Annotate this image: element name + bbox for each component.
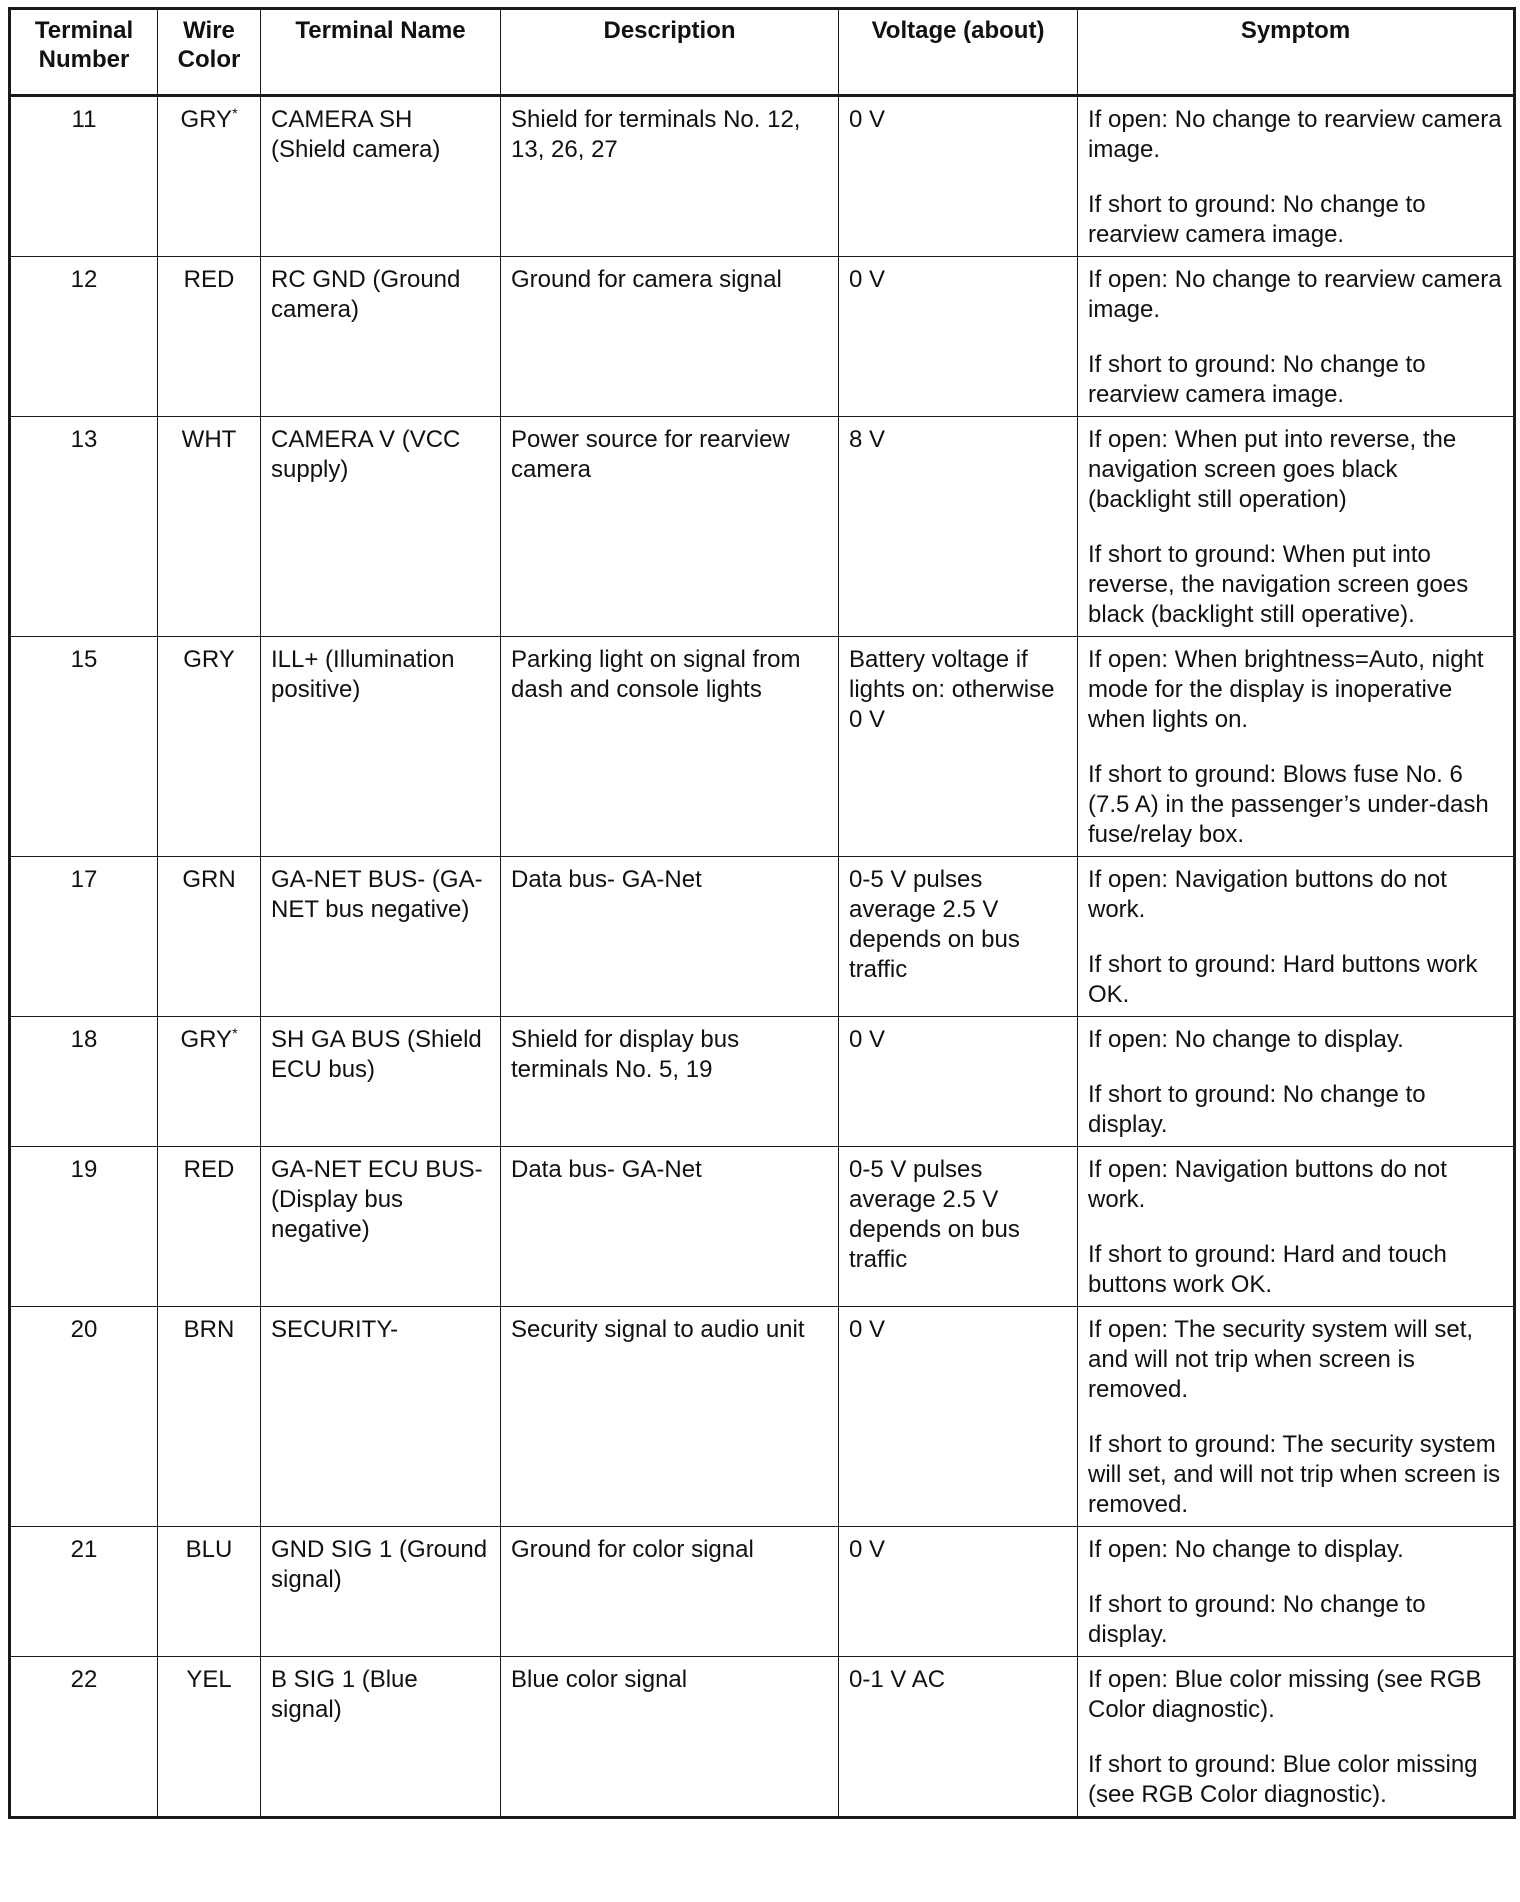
wire-color [158, 417, 261, 637]
footnote-marker: * [232, 105, 238, 121]
symptom-open: If open: When put into reverse, the navigation screen goes black (backlight still operation) [1088, 426, 1457, 513]
symptom-short: If short to ground: Hard and touch buttons work OK. [1088, 1241, 1447, 1298]
symptom-open: If open: No change to display. [1088, 1026, 1404, 1053]
terminal-number: 15 [10, 637, 158, 857]
header-terminal-number: Terminal Number [10, 9, 158, 96]
terminal-number: 18 [10, 1017, 158, 1147]
terminal-name: GA-NET BUS- (GA-NET bus negative) [261, 857, 501, 1017]
symptom-open: If open: Navigation buttons do not work. [1088, 866, 1447, 923]
description: Data bus- GA-Net [501, 1147, 839, 1307]
header-wire-color: Wire Color [158, 9, 261, 96]
symptom-short: If short to ground: No change to display. [1088, 1081, 1426, 1138]
description: Shield for terminals No. 12, 13, 26, 27 [501, 96, 839, 257]
wire-color-value: GRY [180, 1026, 233, 1053]
header-voltage: Voltage (about) [839, 9, 1078, 96]
symptom-short: If short to ground: Hard buttons work OK. [1088, 951, 1478, 1008]
symptom [1078, 96, 1515, 257]
wire-color [158, 257, 261, 417]
voltage: 0 V [839, 1017, 1078, 1147]
description: Parking light on signal from dash and console lights [501, 637, 839, 857]
wire-color [158, 857, 261, 1017]
voltage: 0 V [839, 1307, 1078, 1527]
terminal-number: 19 [10, 1147, 158, 1307]
header-symptom: Symptom [1078, 9, 1515, 96]
table-row [10, 1147, 1515, 1307]
terminal-name: ILL+ (Illumination positive) [261, 637, 501, 857]
wire-color [158, 1527, 261, 1657]
wire-color-value: WHT [181, 426, 237, 453]
terminal-name: GA-NET ECU BUS- (Display bus negative) [261, 1147, 501, 1307]
symptom [1078, 1307, 1515, 1527]
symptom-short: If short to ground: When put into reverse, the navigation screen goes black (backlight still operative). [1088, 541, 1469, 628]
symptom [1078, 1017, 1515, 1147]
voltage: 0-5 V pulses average 2.5 V depends on bus traffic [839, 857, 1078, 1017]
terminal-number: 22 [10, 1657, 158, 1818]
terminal-number: 11 [10, 96, 158, 257]
terminal-number: 12 [10, 257, 158, 417]
header-terminal-name: Terminal Name [261, 9, 501, 96]
description: Security signal to audio unit [501, 1307, 839, 1527]
table-row [10, 257, 1515, 417]
description: Power source for rearview camera [501, 417, 839, 637]
wire-color-value: BRN [183, 1316, 235, 1343]
wire-color-value: RED [183, 266, 235, 293]
symptom-open: If open: No change to display. [1088, 1536, 1404, 1563]
voltage: Battery voltage if lights on: otherwise 0 V [839, 637, 1078, 857]
description: Ground for color signal [501, 1527, 839, 1657]
symptom-short: If short to ground: Blue color missing (see RGB Color diagnostic). [1088, 1751, 1478, 1808]
terminal-number: 20 [10, 1307, 158, 1527]
voltage: 0 V [839, 257, 1078, 417]
terminal-name: CAMERA SH (Shield camera) [261, 96, 501, 257]
symptom [1078, 637, 1515, 857]
symptom-short: If short to ground: Blows fuse No. 6 (7.5 A) in the passenger’s under-dash fuse/relay box. [1088, 761, 1489, 848]
symptom-short: If short to ground: The security system will set, and will not trip when screen is removed. [1088, 1431, 1501, 1518]
terminal-table [8, 7, 1516, 1819]
symptom [1078, 1527, 1515, 1657]
table-row [10, 637, 1515, 857]
voltage: 0-1 V AC [839, 1657, 1078, 1818]
wire-color [158, 1657, 261, 1818]
symptom-open: If open: Navigation buttons do not work. [1088, 1156, 1447, 1213]
wire-color-value: RED [183, 1156, 235, 1183]
symptom-open: If open: Blue color missing (see RGB Color diagnostic). [1088, 1666, 1482, 1723]
voltage: 8 V [839, 417, 1078, 637]
table-row [10, 1527, 1515, 1657]
table-row [10, 1017, 1515, 1147]
wire-color-value: GRN [182, 866, 236, 893]
wire-color [158, 1147, 261, 1307]
symptom-short: If short to ground: No change to rearview camera image. [1088, 351, 1426, 408]
symptom-open: If open: No change to rearview camera image. [1088, 266, 1502, 323]
wire-color-value: GRY [183, 646, 235, 673]
voltage: 0 V [839, 1527, 1078, 1657]
wire-color-value: GRY [180, 106, 233, 133]
description: Ground for camera signal [501, 257, 839, 417]
symptom-open: If open: When brightness=Auto, night mode for the display is inoperative when lights on. [1088, 646, 1484, 733]
table-row [10, 96, 1515, 257]
terminal-name: CAMERA V (VCC supply) [261, 417, 501, 637]
description: Data bus- GA-Net [501, 857, 839, 1017]
terminal-number: 21 [10, 1527, 158, 1657]
footnote-marker: * [232, 1025, 238, 1041]
symptom [1078, 1657, 1515, 1818]
description: Blue color signal [501, 1657, 839, 1818]
symptom-open: If open: No change to rearview camera image. [1088, 106, 1502, 163]
terminal-name: GND SIG 1 (Ground signal) [261, 1527, 501, 1657]
symptom-open: If open: The security system will set, and will not trip when screen is removed. [1088, 1316, 1474, 1403]
terminal-name: B SIG 1 (Blue signal) [261, 1657, 501, 1818]
description: Shield for display bus terminals No. 5, 19 [501, 1017, 839, 1147]
wire-color [158, 1017, 261, 1147]
wire-color-value: BLU [185, 1536, 233, 1563]
wire-color [158, 637, 261, 857]
wire-color [158, 1307, 261, 1527]
symptom [1078, 857, 1515, 1017]
symptom-short: If short to ground: No change to display. [1088, 1591, 1426, 1648]
table-row [10, 417, 1515, 637]
terminal-number: 17 [10, 857, 158, 1017]
terminal-number: 13 [10, 417, 158, 637]
symptom [1078, 257, 1515, 417]
table-row [10, 857, 1515, 1017]
wire-color-value: YEL [186, 1666, 232, 1693]
symptom-short: If short to ground: No change to rearview camera image. [1088, 191, 1426, 248]
symptom [1078, 417, 1515, 637]
table-header-row [10, 9, 1515, 96]
terminal-name: SH GA BUS (Shield ECU bus) [261, 1017, 501, 1147]
terminal-name: RC GND (Ground camera) [261, 257, 501, 417]
wire-color [158, 96, 261, 257]
table-row [10, 1307, 1515, 1527]
header-description: Description [501, 9, 839, 96]
voltage: 0 V [839, 96, 1078, 257]
voltage: 0-5 V pulses average 2.5 V depends on bus traffic [839, 1147, 1078, 1307]
terminal-name: SECURITY- [261, 1307, 501, 1527]
table-row [10, 1657, 1515, 1818]
symptom [1078, 1147, 1515, 1307]
